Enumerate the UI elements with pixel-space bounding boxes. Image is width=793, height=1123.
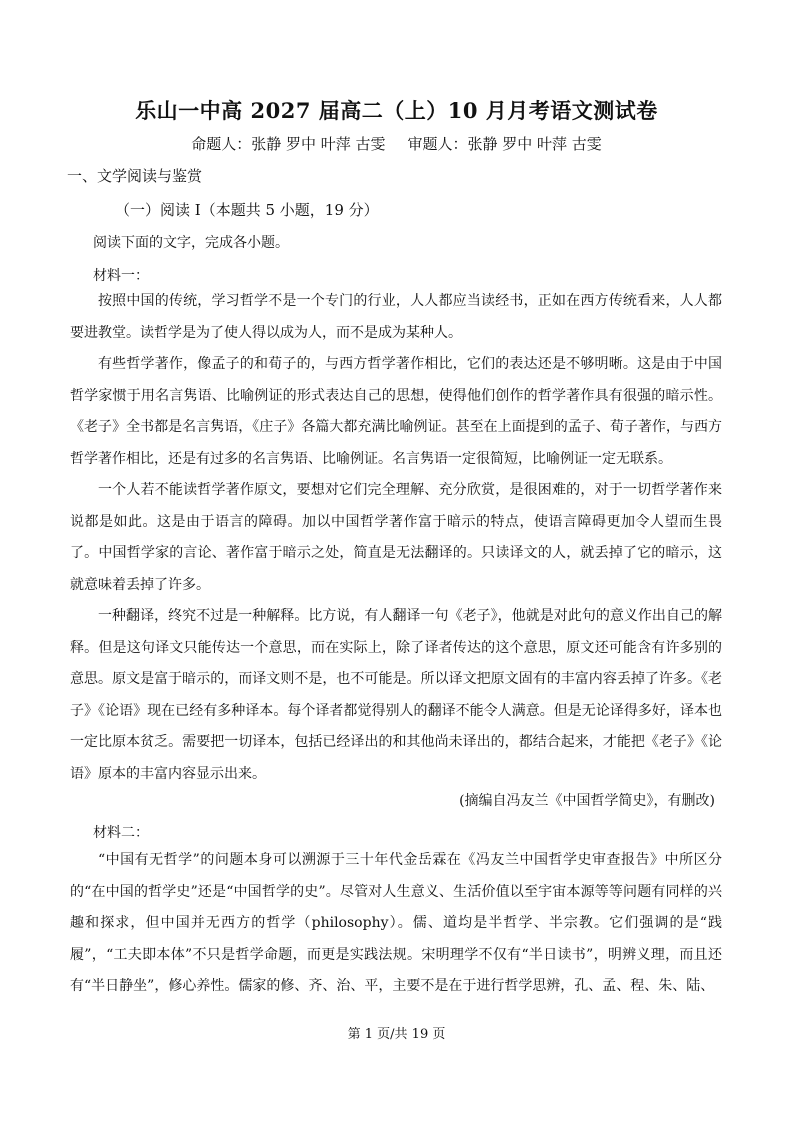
setter-label: 命题人：张静 罗中 叶萍 古雯: [191, 135, 386, 153]
exam-title: 乐山一中高 2027 届高二（上）10 月月考语文测试卷: [135, 98, 658, 123]
material1-label: 材料一：: [93, 268, 149, 284]
material2-paragraph-1: “中国有无哲学”的问题本身可以溯源于三十年代金岳霖在《冯友兰中国哲学史审查报告》中所区分的“在中国的哲学史”还是“中国哲学的史”。尽管对人生意义、生活价值以至宇宙本源等等问题有同样的兴趣和探求，但中国并无西方的哲学（philosophy）。儒、道均是半哲学、半宗教。它们强调的是“践履”，“工夫即本体”不只是哲学命题，而更是实践法规。宋明理学不仅有“半日读书”，明辨义理，而且还有“半日静坐”，修心养性。儒家的修、齐、治、平，主要不是在于进行哲学思辨，孔、孟、程、朱、陆、: [70, 852, 722, 994]
section-heading: 一、文学阅读与鉴赏: [67, 167, 203, 185]
reading-instruction: 阅读下面的文字，完成各小题。: [93, 235, 289, 251]
material2-label: 材料二：: [93, 825, 149, 841]
material1-source: (摘编自冯友兰《中国哲学简史》，有删改): [459, 793, 715, 809]
page-number: 第 1 页/共 19 页: [347, 1027, 446, 1042]
author-line: [0, 133, 793, 154]
sub-heading: （一）阅读 I（本题共 5 小题，19 分）: [115, 201, 379, 219]
material1-paragraph-4: 一种翻译，终究不过是一种解释。比方说，有人翻译一句《老子》，他就是对此句的意义作出自己的解释。但是这句译文只能传达一个意思，而在实际上，除了译者传达的这个意思，原文还可能含有许多别的意思。原文是富于暗示的，而译文则不是，也不可能是。所以译文把原文固有的丰富内容丢掉了许多。《老子》《论语》现在已经有多种译本。每个译者都觉得别人的翻译不能令人满意。但是无论译得多好，译本也一定比原本贫乏。需要把一切译本，包括已经译出的和其他尚未译出的，都结合起来，才能把《老子》《论语》原本的丰富内容显示出来。: [70, 608, 722, 782]
material1-paragraph-3: 一个人若不能读哲学著作原文，要想对它们完全理解、充分欣赏，是很困难的，对于一切哲学著作来说都是如此。这是由于语言的障碍。加以中国哲学著作富于暗示的特点，使语言障碍更加令人望而生畏了。中国哲学家的言论、著作富于暗示之处，简直是无法翻译的。只读译文的人，就丢掉了它的暗示，这就意味着丢掉了许多。: [70, 482, 722, 593]
material1-paragraph-1: 按照中国的传统，学习哲学不是一个专门的行业，人人都应当读经书，正如在西方传统看来，人人都要进教堂。读哲学是为了使人得以成为人，而不是成为某种人。: [70, 293, 722, 341]
reviewer-label: 审题人：张静 罗中 叶萍 古雯: [407, 135, 602, 153]
material1-paragraph-2: 有些哲学著作，像孟子的和荀子的，与西方哲学著作相比，它们的表达还是不够明晰。这是由于中国哲学家惯于用名言隽语、比喻例证的形式表达自己的思想，使得他们创作的哲学著作具有很强的暗示性。《老子》全书都是名言隽语，《庄子》各篇大都充满比喻例证。甚至在上面提到的孟子、荀子著作，与西方哲学著作相比，还是有过多的名言隽语、比喻例证。名言隽语一定很简短，比喻例证一定无联系。: [70, 356, 722, 467]
